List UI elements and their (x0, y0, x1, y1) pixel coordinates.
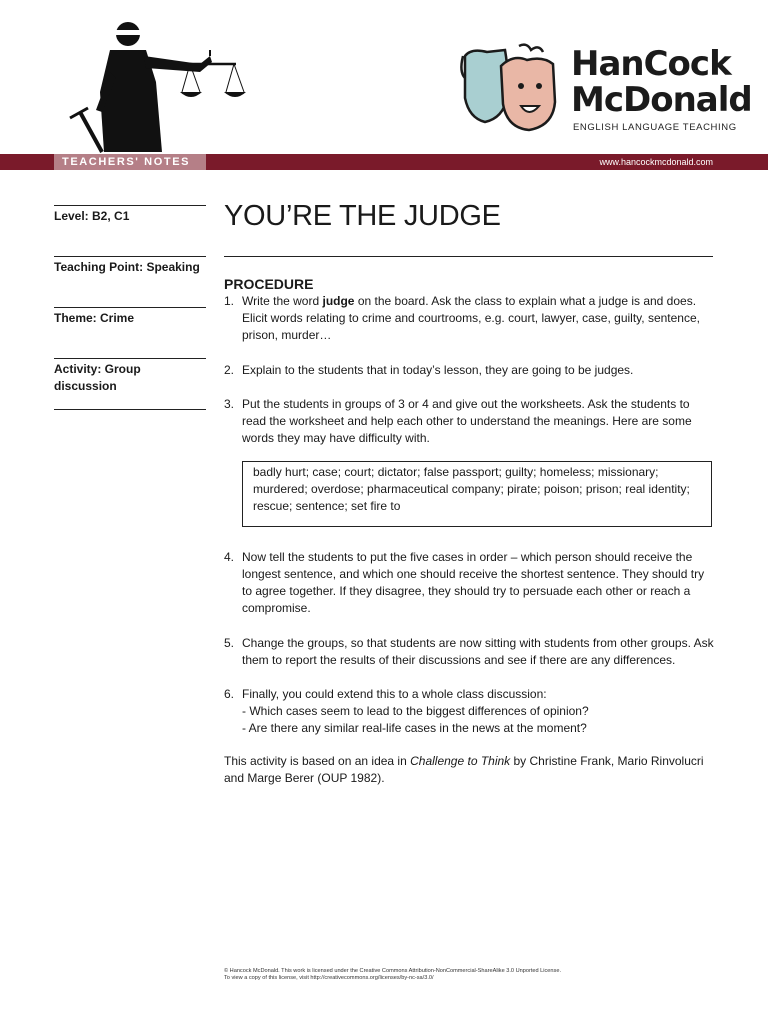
sidebar-divider (54, 256, 206, 257)
sidebar-divider (54, 205, 206, 206)
step-number: 6. (224, 687, 235, 701)
step-number: 3. (224, 397, 235, 411)
procedure-step-4 (224, 549, 716, 617)
brand-subtitle: ENGLISH LANGUAGE TEACHING (573, 122, 737, 133)
vocabulary-list: badly hurt; case; court; dictator; false passport; guilty; homeless; missionary; murdered; overdose; pharmaceutical company; pirate; poison; prison; real identity; rescue; sentence; set fire to (253, 465, 690, 513)
credit-text: by Christine Frank, Mario Rinvolucri and Marge Berer (OUP 1982). (224, 754, 704, 785)
vocabulary-box (242, 461, 712, 527)
procedure-step-6 (224, 686, 716, 737)
procedure-step-5 (224, 635, 716, 669)
brand-name-line2: McDonald (571, 80, 752, 120)
step-number: 1. (224, 294, 235, 308)
sidebar-divider (54, 307, 206, 308)
page-title: YOU’RE THE JUDGE (224, 200, 501, 232)
step-text: Explain to the students that in today’s lesson, they are going to be judges. (242, 363, 634, 377)
step-text: Finally, you could extend this to a whole class discussion: (242, 687, 547, 701)
website-link[interactable]: www.hancockmcdonald.com (599, 157, 713, 167)
step-number: 5. (224, 636, 235, 650)
procedure-step-3 (224, 396, 716, 447)
level-label: Level: B2, C1 (54, 209, 130, 223)
theme-label: Theme: Crime (54, 311, 135, 325)
step-text: Write the word (242, 294, 323, 308)
credit-text: This activity is based on an idea in (224, 754, 411, 768)
procedure-step-1 (224, 293, 716, 344)
teachers-notes-label: TEACHERS' NOTES (62, 156, 191, 168)
step-number: 2. (224, 363, 235, 377)
lady-justice-illustration (60, 12, 260, 160)
step-text: Change the groups, so that students are now sitting with students from other groups. Ask them to report the results of their discussions and see if there are any differences. (242, 636, 714, 667)
sidebar-divider (54, 358, 206, 359)
step-number: 4. (224, 550, 235, 564)
brand-name-line1: HanCock (571, 44, 731, 84)
book-title: Challenge to Think (410, 754, 511, 768)
license-footer: © Hancock McDonald. This work is licensed under the Creative Commons Attribution-NonCommercial-ShareAlike 3.0 Unported License. To view a copy of this license, visit http://creativecommons.org/licenses/by-nc-sa/3.0/ (224, 968, 561, 981)
title-divider (224, 256, 713, 257)
teaching-point-label: Teaching Point: Speaking (54, 260, 200, 274)
step-text: Now tell the students to put the five cases in order – which person should receive the longest sentence, and which one should receive the shortest sentence. They should try to agree together. If they disagree, they should try to persuade each other or reach a compromise. (242, 550, 705, 615)
procedure-step-2 (224, 362, 716, 379)
discussion-question: - Are there any similar real-life cases in the news at the moment? (242, 721, 587, 735)
discussion-question: - Which cases seem to lead to the biggest differences of opinion? (242, 704, 589, 718)
activity-label: Activity: Group discussion (54, 362, 141, 393)
source-credit (224, 753, 716, 787)
sidebar-divider (54, 409, 206, 410)
step-text: Put the students in groups of 3 or 4 and give out the worksheets. Ask the students to read the worksheet and help each other to understand the meanings. Here are some words they may have difficulty with. (242, 397, 692, 445)
keyword-judge: judge (322, 294, 355, 308)
step-text: on the board. Ask the class to explain what a judge is and does. Elicit words relating to crime and courtrooms, e.g. court, lawyer, case, guilty, sentence, prison, murder… (242, 294, 700, 342)
procedure-heading: PROCEDURE (224, 276, 314, 292)
logo-faces-icon (457, 42, 569, 134)
